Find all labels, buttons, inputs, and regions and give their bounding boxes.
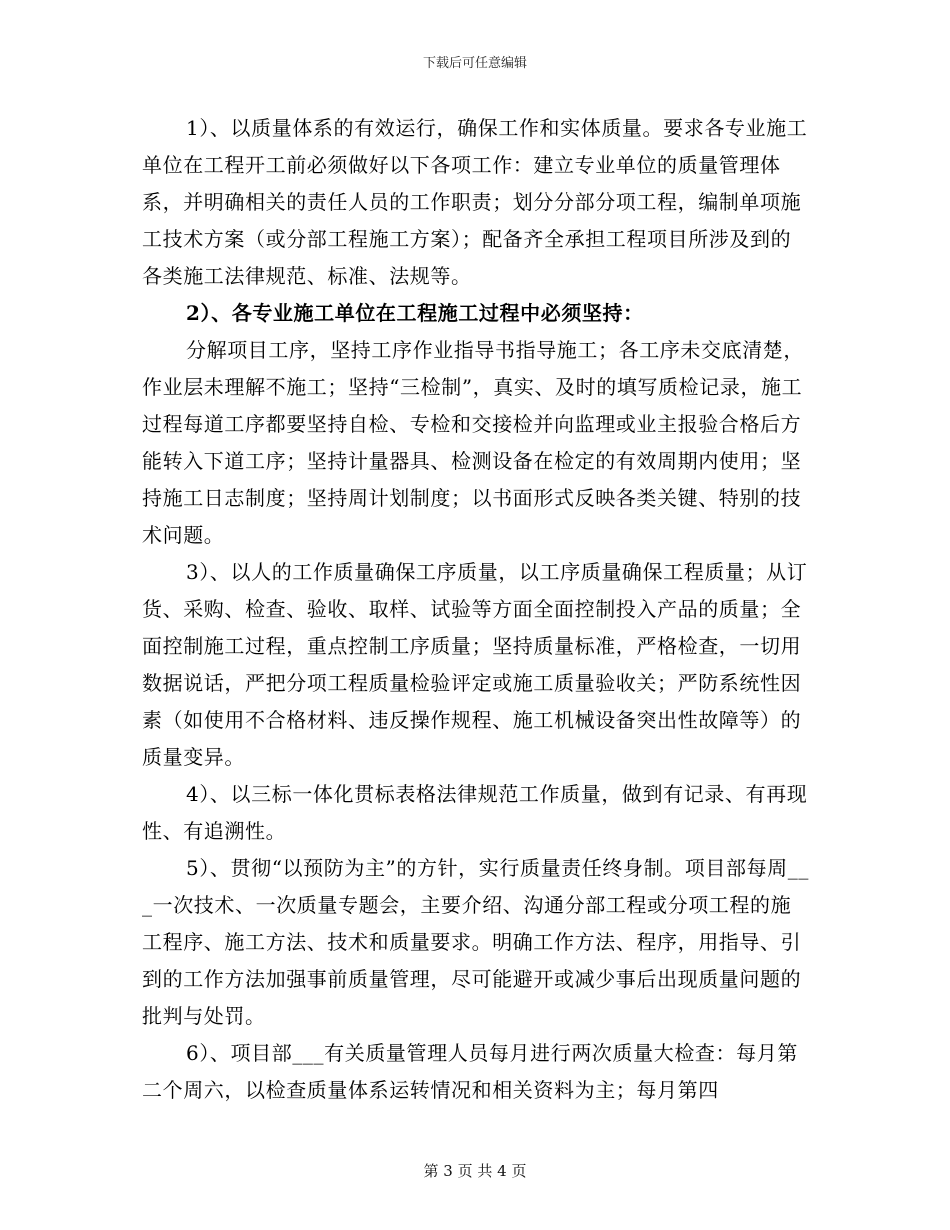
paragraph-7: 6）、项目部___有关质量管理人员每月进行两次质量大检查：每月第二个周六，以检查质量体系运转情况和相关资料为主；每月第四 [142,1041,798,1102]
paragraph-5: 4）、以三标一体化贯标表格法律规范工作质量，做到有记录、有再现性、有追溯性。 [142,782,808,843]
document-body [142,110,810,1109]
paragraph-6: 5）、贯彻“以预防为主”的方针，实行质量责任终身制。项目部每周___一次技术、一次质量专题会，主要介绍、沟通分部工程或分项工程的施工程序、施工方法、技术和质量要求。明确工作方法、程序，用指导、引到的工作方法加强事前质量管理，尽可能避开或减少事后出现质量问题的批判与处罚。 [142,856,809,1028]
page-header: 下载后可任意编辑 [422,56,527,71]
paragraph-4: 3）、以人的工作质量确保工序质量，以工序质量确保工程质量；从订货、采购、检查、验收、取样、试验等方面全面控制投入产品的质量；全面控制施工过程，重点控制工序质量；坚持质量标准，严格检查，一切用数据说话，严把分项工程质量检验评定或施工质量验收关；严防系统性因素（如使用不合格材料、违反操作规程、施工机械设备突出性故障等）的质量变异。 [142,560,808,769]
page-footer: 第 3 页 共 4 页 [423,1162,527,1180]
paragraph-1: 1）、以质量体系的有效运行，确保工作和实体质量。要求各专业施工单位在工程开工前必须做好以下各项工作：建立专业单位的质量管理体系，并明确相关的责任人员的工作职责；划分分部分项工程，编制单项施工技术方案（或分部工程施工方案）；配备齐全承担工程项目所涉及到的各类施工法律规范、标准、法规等。 [142,116,808,288]
paragraph-3: 分解项目工序，坚持工序作业指导书指导施工；各工序未交底清楚，作业层未理解不施工；坚持“三检制”，真实、及时的填写质检记录，施工过程每道工序都要坚持自检、专检和交接检并向监理或业主报验合格后方能转入下道工序；坚持计量器具、检测设备在检定的有效周期内使用；坚持施工日志制度；坚持周计划制度；以书面形式反映各类关键、特别的技术问题。 [142,338,804,547]
paragraph-2-heading: 2）、各专业施工单位在工程施工过程中必须坚持： [186,301,644,325]
